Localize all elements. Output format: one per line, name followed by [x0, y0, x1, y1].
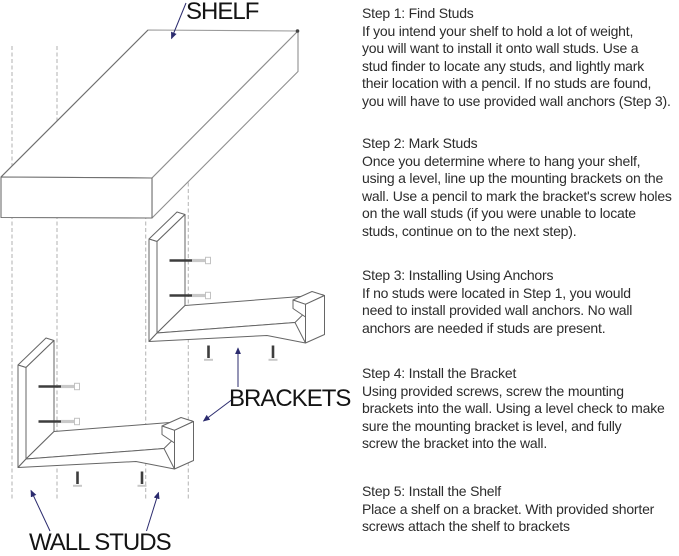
step-2 [362, 135, 679, 241]
step-3-title: Step 3: Installing Using Anchors [362, 267, 554, 283]
step-2-body: Once you determine where to hang your shelf, using a level, line up the mounting brackets on the wall. Use a pencil to mark the bracket's screw holes on the wall studs (if you were unable to locate studs, continue on to the next step). [362, 152, 672, 239]
step-5-body: Place a shelf on a bracket. With provided shorter screws attach the shelf to brackets [362, 500, 655, 535]
step-2-title: Step 2: Mark Studs [362, 135, 478, 151]
step-5-title: Step 5: Install the Shelf [362, 483, 501, 499]
step-5 [362, 483, 679, 536]
wall-studs-arrow-right [147, 493, 159, 532]
step-1 [362, 5, 679, 111]
wall-studs-label: WALL STUDS [29, 529, 171, 556]
step-3 [362, 267, 679, 337]
instructions-column [362, 0, 679, 556]
bracket-upper-drawing [149, 212, 325, 360]
step-1-title: Step 1: Find Studs [362, 5, 474, 21]
step-1-body: If you intend your shelf to hold a lot of weight, you will want to install it onto wall studs. Use a stud finder to locate any studs, and lightly mark their location with a pencil. If no studs are found, you will have to use provided wall anchors (Step 3). [362, 22, 671, 109]
step-4 [362, 365, 679, 453]
brackets-arrow-left [204, 400, 232, 421]
shelf-drawing [1, 29, 299, 218]
step-3-body: If no studs were located in Step 1, you would need to install provided wall anchors. No wall anchors are needed if studs are present. [362, 284, 633, 336]
step-4-body: Using provided screws, screw the mounting brackets into the wall. Using a level check to make sure the mounting bracket is level, and fully screw the bracket into the wall. [362, 382, 665, 452]
step-4-title: Step 4: Install the Bracket [362, 365, 517, 381]
wall-studs-arrow-left [31, 491, 50, 532]
brackets-label: BRACKETS [229, 385, 351, 412]
shelf-label: SHELF [186, 0, 259, 25]
bracket-lower-drawing [18, 338, 194, 486]
